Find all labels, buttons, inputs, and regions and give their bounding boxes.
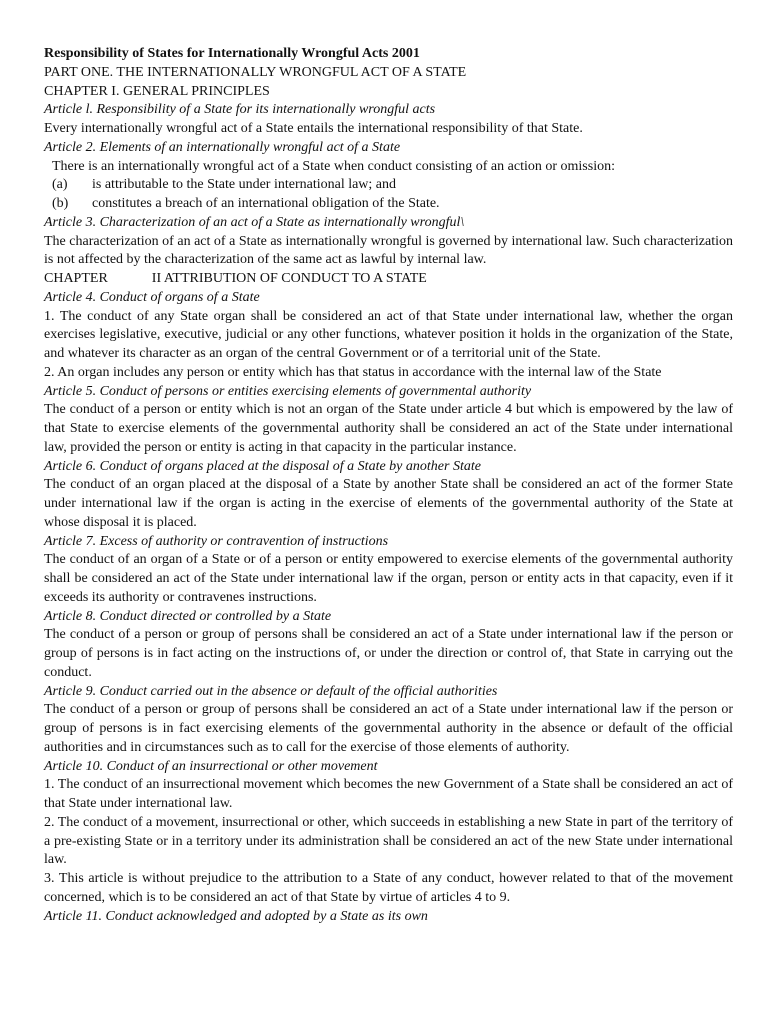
chapter-title: II ATTRIBUTION OF CONDUCT TO A STATE: [151, 271, 427, 286]
paragraph: The conduct of a person or group of persons shall be considered an act of a State under international law if the person or group of persons is in fact exercising elements of the governmental authority in the absence or default of the official authorities and in circumstances such as to call for the exercise of those elements of authority.: [44, 702, 733, 755]
list-text: constitutes a breach of an international obligation of the State.: [92, 196, 440, 211]
paragraph: The conduct of an organ placed at the disposal of a State by another State shall be considered an act of the former State under international law if the organ is acting in the exercise of elements of the governmental authority of the State at whose disposal it is placed.: [44, 477, 733, 530]
paragraph: The conduct of an organ of a State or of a person or entity empowered to exercise elements of the governmental authority shall be considered an act of the State under international law if the organ, person or entity acts in that capacity, even if it exceeds its authority or contravenes instructions.: [44, 552, 733, 605]
article-heading: Article 10. Conduct of an insurrectional or other movement: [44, 758, 378, 774]
paragraph: 1. The conduct of any State organ shall be considered an act of that State under international law, whether the organ exercises legislative, executive, judicial or any other functions, whatever position it holds in the organization of the State, and whatever its character as an organ of the central Government or of a territorial unit of the State.: [44, 308, 733, 361]
paragraph: 1. The conduct of an insurrectional movement which becomes the new Government of a State shall be considered an act of that State under international law.: [44, 777, 733, 811]
article-heading: Article 4. Conduct of organs of a State: [44, 289, 260, 305]
article-heading: Article 6. Conduct of organs placed at the disposal of a State by another State: [44, 458, 481, 474]
list-item: [44, 176, 733, 195]
document-page: [44, 45, 733, 926]
article-heading: Article 7. Excess of authority or contravention of instructions: [44, 533, 389, 549]
article-heading: Article 9. Conduct carried out in the absence or default of the official authorities: [44, 683, 498, 699]
article-heading: Article 5. Conduct of persons or entities exercising elements of governmental authority: [44, 383, 532, 399]
text-line: Every internationally wrongful act of a State entails the international responsibility of that State.: [44, 121, 583, 136]
article-heading: Article 11. Conduct acknowledged and adopted by a State as its own: [44, 908, 428, 924]
list-marker: (b): [52, 196, 69, 211]
text-line: CHAPTER I. GENERAL PRINCIPLES: [44, 83, 270, 99]
article-heading: Article 2. Elements of an internationally wrongful act of a State: [44, 139, 401, 155]
list-marker: (a): [52, 177, 68, 193]
chapter-label: CHAPTER: [44, 271, 108, 286]
list-item: [44, 195, 733, 214]
paragraph: The conduct of a person or entity which is not an organ of the State under article 4 but which is empowered by the law of that State to exercise elements of the governmental authority shall be considered an act of the State under international law, provided the person or entity is acting in that capacity in the particular instance.: [44, 402, 733, 455]
text-line: PART ONE. THE INTERNATIONALLY WRONGFUL ACT OF A STATE: [44, 64, 467, 80]
paragraph: The conduct of a person or group of persons shall be considered an act of a State under international law if the person or group of persons is in fact acting on the instructions of, or under the direction or control of, that State in carrying out the conduct.: [44, 627, 733, 680]
paragraph: 3. This article is without prejudice to the attribution to a State of any conduct, however related to that of the movement concerned, which is to be considered an act of that State by virtue of articles 4 to 9.: [44, 871, 733, 905]
chapter-heading: [44, 270, 733, 289]
paragraph: 2. The conduct of a movement, insurrectional or other, which succeeds in establishing a new State in part of the territory of a pre-existing State or in a territory under its administration shall be considered an act of the new State under international law.: [44, 814, 733, 868]
paragraph: The characterization of an act of a State as internationally wrongful is governed by international law. Such characterization is not affected by the characterization of the same act as lawful by internal law.: [44, 233, 733, 268]
article-heading: Article 3. Characterization of an act of a State as internationally wrongful\: [44, 214, 465, 230]
article-heading: Article l. Responsibility of a State for its internationally wrongful acts: [44, 102, 436, 118]
article-heading: Article 8. Conduct directed or controlled by a State: [44, 608, 332, 624]
list-text: is attributable to the State under international law; and: [92, 177, 397, 193]
document-title: Responsibility of States for Internationally Wrongful Acts 2001: [44, 46, 420, 61]
paragraph: There is an internationally wrongful act of a State when conduct consisting of an action or omission:: [52, 158, 615, 174]
text-line: 2. An organ includes any person or entity which has that status in accordance with the internal law of the State: [44, 364, 662, 380]
